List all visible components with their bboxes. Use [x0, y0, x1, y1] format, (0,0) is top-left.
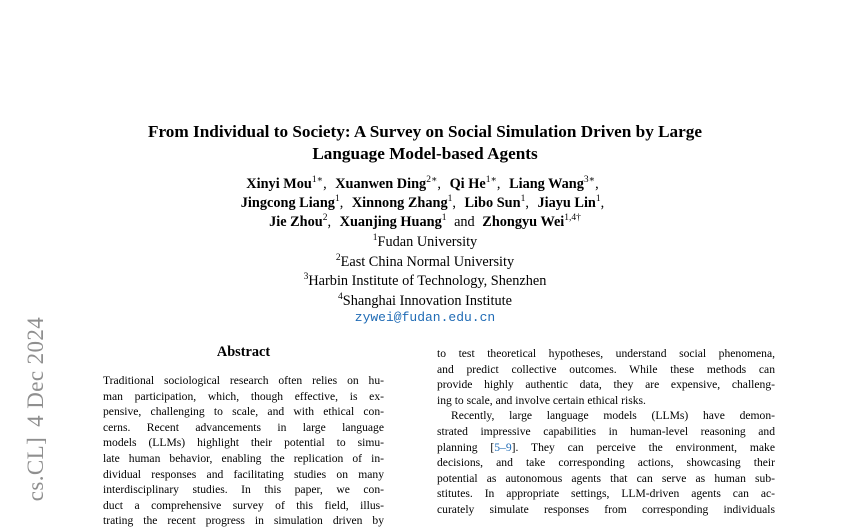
author-name: Liang Wang — [509, 176, 584, 192]
abstract-line: duct a comprehensive survey of this field, illus- — [103, 498, 384, 512]
author-name: Qi He — [449, 176, 486, 192]
abstract-heading: Abstract — [216, 344, 271, 360]
and-conjunction: and — [454, 214, 475, 231]
body-line: provide highly authentic data, they are expensive, challeng- — [437, 378, 775, 392]
body-line: potential as autonomous agents that can serve as human sub- — [437, 471, 775, 485]
affiliation-item — [80, 292, 770, 312]
author-name: Jie Zhou — [269, 214, 323, 231]
author-mark: 1∗ — [485, 175, 497, 185]
affiliation-item — [80, 272, 770, 292]
arxiv-category: cs.CL] — [23, 436, 48, 502]
author-mark: 1∗ — [311, 175, 324, 185]
author-row-1: Xinyi Mou$^{1∗}$, Xuanwen Ding$^{2∗}$, Qi $He^{1∗}$, Liang Wang$^{3∗}$, — [246, 175, 599, 192]
abstract-line: Traditional sociological research often relies on hu- — [103, 374, 384, 387]
author-mark: 1 — [520, 194, 526, 205]
author-name: Xuanwen Ding — [335, 176, 427, 192]
arxiv-date: 4 Dec 2024 — [23, 316, 48, 427]
abstract-line: trating the recent progress in simulation driven by — [103, 514, 384, 528]
affiliation-mark: 3 — [303, 272, 309, 282]
affiliation-list — [80, 233, 770, 325]
author-mark: 2 — [322, 213, 328, 224]
body-line: Recently, large language models (LLMs) have demon- — [451, 409, 775, 423]
affiliation-mark: 4 — [338, 291, 343, 302]
author-mark: 3∗ — [583, 175, 596, 185]
body-line: stitutes. In appropriate settings, LLM-driven agents can ac- — [437, 487, 775, 501]
author-mark: 2∗ — [426, 175, 438, 185]
body-line: to test theoretical hypotheses, understand social phenomena, — [437, 347, 775, 360]
paper-title — [80, 121, 770, 165]
intro-right-column — [437, 346, 775, 518]
author-mark: 1 — [441, 213, 447, 224]
arxiv-side-stamp — [23, 317, 49, 501]
abstract-body — [103, 373, 384, 529]
author-mark: 1 — [595, 194, 601, 205]
abstract-line: pensive, challenging to scale, and with ethical con- — [103, 405, 384, 419]
abstract-line: man participation, which, though effective, is ex- — [103, 389, 384, 403]
affiliation-item — [80, 253, 770, 273]
abstract-line: late human behavior, enabling the replication of in- — [103, 451, 384, 465]
affiliation-mark: 1 — [372, 233, 378, 243]
affiliation-name: Fudan University — [377, 234, 478, 250]
body-line: and predict collective outcomes. While these methods can — [437, 362, 775, 376]
body-line-with-citation — [437, 440, 775, 456]
abstract-line: models (LLMs) highlight their potential to simu- — [103, 436, 384, 450]
affiliation-name: Harbin Institute of Technology, Shenzhen — [308, 273, 547, 289]
abstract-line: interdisciplinary studies. In this paper, we con- — [103, 483, 384, 497]
author-name: Xinyi Mou — [246, 176, 312, 192]
author-name: Jingcong Liang — [240, 195, 335, 212]
citation-link[interactable]: 5–9 — [494, 440, 512, 454]
author-name: Jiayu Lin — [537, 195, 596, 212]
contact-email-link[interactable]: zywei@fudan.edu.cn — [354, 310, 496, 325]
author-name: Xinnong Zhang — [351, 195, 448, 212]
author-name: Libo Sun — [464, 195, 521, 212]
abstract-line: dividual responses and facilitating studies on many — [103, 467, 384, 481]
paper-title-line-1: From Individual to Society: A Survey on Social Simulation Driven by Large — [147, 122, 703, 141]
author-list — [80, 175, 770, 233]
paper-title-line-2: Language Model-based Agents — [312, 144, 538, 163]
author-name: Xuanjing Huang — [339, 214, 442, 231]
author-mark: 1 — [334, 194, 340, 205]
abstract-line: cerns. Recent advancements in large language — [103, 420, 384, 434]
affiliation-item — [80, 233, 770, 253]
author-mark: 1,4† — [564, 213, 581, 224]
affiliation-mark: 2 — [335, 252, 341, 263]
author-row-2: Jingcong Liang$^1$, Xinnong Zhang$^1$, Libo Sun$^1$, Jiayu Lin$^1$, — [240, 194, 605, 212]
author-row-3: Jie Zhou$^2$, Xuanjing Huang$^1$ and Zhongyu Wei$^{1,4\dagger}$ — [269, 213, 581, 231]
author-mark: 1 — [447, 194, 453, 205]
affiliation-name: East China Normal University — [340, 253, 515, 270]
body-line: curately simulate responses from corresponding individuals — [437, 502, 775, 516]
body-line: ing to scale, and involve certain ethical risks. — [437, 393, 646, 407]
body-line: decisions, and take corresponding actions, showcasing their — [437, 456, 775, 470]
author-name: Zhongyu Wei — [482, 214, 565, 231]
body-line: strated impressive capabilities in human-level reasoning and — [437, 424, 775, 438]
citation-suffix: ]. They can perceive the environment, make — [511, 440, 775, 454]
citation-prefix: planning [ — [437, 440, 495, 454]
affiliation-name: Shanghai Innovation Institute — [342, 292, 512, 309]
